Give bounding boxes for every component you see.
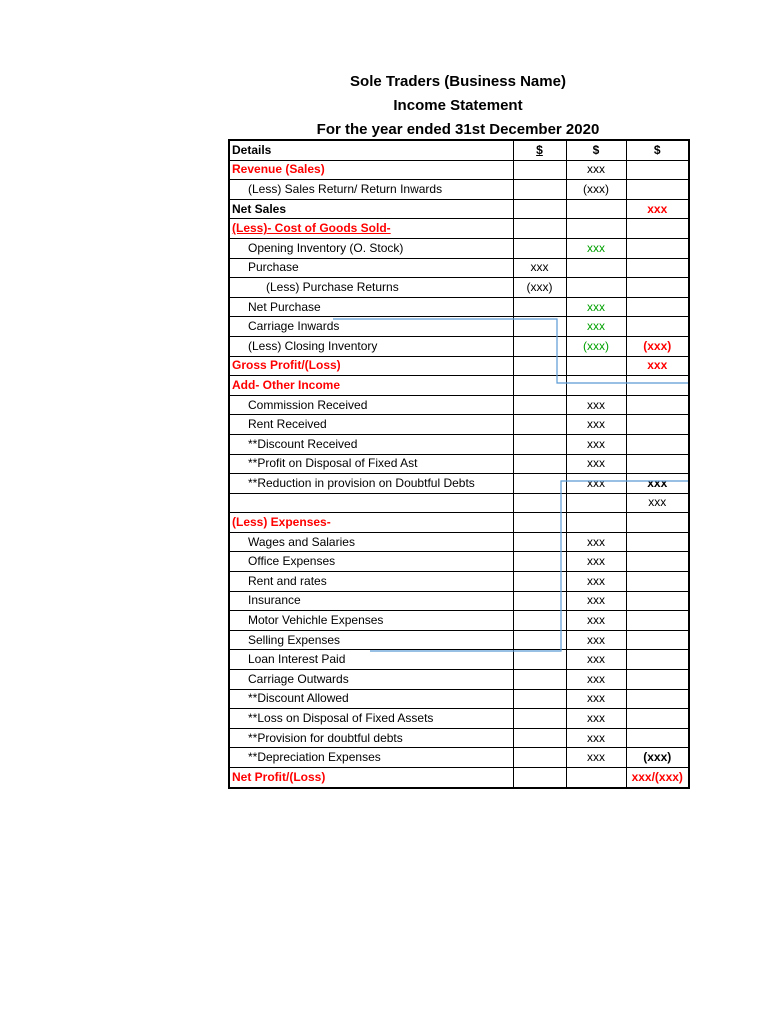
row-label: Add- Other Income [229, 376, 513, 396]
row-value-c2 [513, 532, 566, 552]
row-value-c3: (xxx) [566, 336, 626, 356]
row-value-c3 [566, 513, 626, 533]
row-value-c4: xxx/(xxx) [626, 768, 689, 788]
row-value-c4: xxx [626, 493, 689, 513]
row-value-c3: (xxx) [566, 180, 626, 200]
row-label [229, 493, 513, 513]
row-value-c4: (xxx) [626, 336, 689, 356]
statement-row [229, 160, 689, 180]
header-col2: $ [566, 140, 626, 160]
row-value-c4 [626, 552, 689, 572]
statement-name-title: Income Statement [393, 97, 523, 114]
statement-row [229, 709, 689, 729]
row-value-c2 [513, 572, 566, 592]
statement-row [229, 532, 689, 552]
row-label: (Less) Sales Return/ Return Inwards [229, 180, 513, 200]
row-label: **Reduction in provision on Doubtful Debts [229, 474, 513, 494]
row-value-c4: (xxx) [626, 748, 689, 768]
row-value-c2 [513, 238, 566, 258]
row-label: Carriage Outwards [229, 670, 513, 690]
row-value-c2 [513, 180, 566, 200]
row-value-c3 [566, 376, 626, 396]
statement-row [229, 572, 689, 592]
row-value-c3: xxx [566, 317, 626, 337]
row-label: **Loss on Disposal of Fixed Assets [229, 709, 513, 729]
row-value-c3 [566, 356, 626, 376]
statement-row [229, 180, 689, 200]
row-value-c4 [626, 709, 689, 729]
row-label: **Provision for doubtful debts [229, 728, 513, 748]
row-value-c2 [513, 689, 566, 709]
row-value-c3: xxx [566, 748, 626, 768]
row-value-c3: xxx [566, 474, 626, 494]
row-value-c2 [513, 552, 566, 572]
row-value-c3 [566, 219, 626, 239]
row-value-c4 [626, 376, 689, 396]
row-value-c3: xxx [566, 160, 626, 180]
row-label: Net Purchase [229, 297, 513, 317]
row-label: Office Expenses [229, 552, 513, 572]
statement-row [229, 415, 689, 435]
row-value-c3 [566, 493, 626, 513]
row-label: Opening Inventory (O. Stock) [229, 238, 513, 258]
statement-row [229, 513, 689, 533]
statement-row [229, 258, 689, 278]
statement-row [229, 670, 689, 690]
statement-row [229, 552, 689, 572]
row-label: **Profit on Disposal of Fixed Ast [229, 454, 513, 474]
row-value-c3: xxx [566, 728, 626, 748]
row-value-c2 [513, 611, 566, 631]
row-value-c3 [566, 258, 626, 278]
row-value-c3: xxx [566, 434, 626, 454]
row-value-c2 [513, 768, 566, 788]
row-value-c2 [513, 513, 566, 533]
statement-row [229, 689, 689, 709]
row-value-c3: xxx [566, 415, 626, 435]
row-value-c4: xxx [626, 356, 689, 376]
row-value-c4 [626, 297, 689, 317]
row-label: Net Profit/(Loss) [229, 768, 513, 788]
row-label: Commission Received [229, 395, 513, 415]
row-value-c4 [626, 513, 689, 533]
statement-row [229, 356, 689, 376]
row-value-c4 [626, 591, 689, 611]
row-value-c2 [513, 670, 566, 690]
statement-row [229, 238, 689, 258]
statement-row [229, 395, 689, 415]
row-value-c4 [626, 611, 689, 631]
statement-row [229, 493, 689, 513]
statement-row [229, 434, 689, 454]
row-label: (Less)- Cost of Goods Sold- [229, 219, 513, 239]
row-value-c4 [626, 238, 689, 258]
row-value-c4 [626, 415, 689, 435]
statement-row [229, 317, 689, 337]
row-value-c3: xxx [566, 630, 626, 650]
statement-row [229, 768, 689, 788]
row-value-c3: xxx [566, 670, 626, 690]
row-label: Insurance [229, 591, 513, 611]
statement-row [229, 297, 689, 317]
row-value-c3: xxx [566, 572, 626, 592]
statement-row [229, 591, 689, 611]
row-value-c3: xxx [566, 552, 626, 572]
statement-row [229, 278, 689, 298]
row-value-c2 [513, 474, 566, 494]
row-label: Motor Vehichle Expenses [229, 611, 513, 631]
row-value-c4 [626, 180, 689, 200]
row-value-c3: xxx [566, 689, 626, 709]
row-label: Loan Interest Paid [229, 650, 513, 670]
row-value-c2 [513, 356, 566, 376]
row-value-c4 [626, 434, 689, 454]
statement-row [229, 650, 689, 670]
row-label: Net Sales [229, 199, 513, 219]
row-value-c2 [513, 454, 566, 474]
row-value-c2 [513, 376, 566, 396]
row-value-c4 [626, 572, 689, 592]
row-value-c4 [626, 532, 689, 552]
row-value-c3: xxx [566, 238, 626, 258]
row-value-c2: xxx [513, 258, 566, 278]
row-value-c4 [626, 258, 689, 278]
statement-row [229, 748, 689, 768]
statement-row [229, 336, 689, 356]
row-value-c3 [566, 199, 626, 219]
row-label: Carriage Inwards [229, 317, 513, 337]
row-value-c3: xxx [566, 709, 626, 729]
row-value-c2 [513, 650, 566, 670]
row-value-c2 [513, 336, 566, 356]
row-label: Rent and rates [229, 572, 513, 592]
row-value-c2 [513, 434, 566, 454]
row-value-c3: xxx [566, 650, 626, 670]
row-value-c2 [513, 630, 566, 650]
row-value-c3: xxx [566, 611, 626, 631]
row-value-c3: xxx [566, 395, 626, 415]
row-value-c4 [626, 670, 689, 690]
row-value-c2 [513, 709, 566, 729]
row-value-c4 [626, 630, 689, 650]
income-statement-table [228, 139, 690, 789]
row-value-c4 [626, 278, 689, 298]
row-value-c2 [513, 415, 566, 435]
statement-row [229, 219, 689, 239]
header-row [229, 140, 689, 160]
row-value-c2 [513, 160, 566, 180]
statement-row [229, 630, 689, 650]
row-value-c3: xxx [566, 454, 626, 474]
statement-row [229, 376, 689, 396]
row-value-c3 [566, 768, 626, 788]
statement-row [229, 611, 689, 631]
statement-title-block [228, 70, 688, 142]
header-col1: $ [513, 140, 566, 160]
row-label: **Discount Received [229, 434, 513, 454]
row-value-c4 [626, 689, 689, 709]
row-value-c4 [626, 160, 689, 180]
row-value-c3: xxx [566, 591, 626, 611]
row-value-c2 [513, 219, 566, 239]
row-value-c4 [626, 219, 689, 239]
row-value-c2 [513, 317, 566, 337]
row-value-c2 [513, 297, 566, 317]
row-value-c4: xxx [626, 474, 689, 494]
row-label: (Less) Purchase Returns [229, 278, 513, 298]
row-label: Purchase [229, 258, 513, 278]
row-value-c2 [513, 395, 566, 415]
header-col3: $ [626, 140, 689, 160]
header-details: Details [229, 140, 513, 160]
row-label: Wages and Salaries [229, 532, 513, 552]
row-label: Selling Expenses [229, 630, 513, 650]
row-value-c4 [626, 454, 689, 474]
row-value-c4 [626, 650, 689, 670]
row-value-c3: xxx [566, 297, 626, 317]
row-value-c3 [566, 278, 626, 298]
period-title: For the year ended 31st December 2020 [316, 121, 600, 138]
statement-row [229, 199, 689, 219]
business-name-title: Sole Traders (Business Name) [350, 73, 566, 90]
row-value-c2: (xxx) [513, 278, 566, 298]
row-value-c2 [513, 748, 566, 768]
statement-row [229, 474, 689, 494]
row-value-c2 [513, 493, 566, 513]
row-value-c2 [513, 591, 566, 611]
row-label: Revenue (Sales) [229, 160, 513, 180]
row-value-c4: xxx [626, 199, 689, 219]
row-value-c4 [626, 395, 689, 415]
statement-row [229, 454, 689, 474]
row-label: Gross Profit/(Loss) [229, 356, 513, 376]
row-value-c4 [626, 317, 689, 337]
statement-row [229, 728, 689, 748]
row-value-c4 [626, 728, 689, 748]
row-label: **Discount Allowed [229, 689, 513, 709]
row-label: Rent Received [229, 415, 513, 435]
row-value-c2 [513, 728, 566, 748]
row-label: (Less) Expenses- [229, 513, 513, 533]
row-label: **Depreciation Expenses [229, 748, 513, 768]
row-value-c3: xxx [566, 532, 626, 552]
row-label: (Less) Closing Inventory [229, 336, 513, 356]
row-value-c2 [513, 199, 566, 219]
